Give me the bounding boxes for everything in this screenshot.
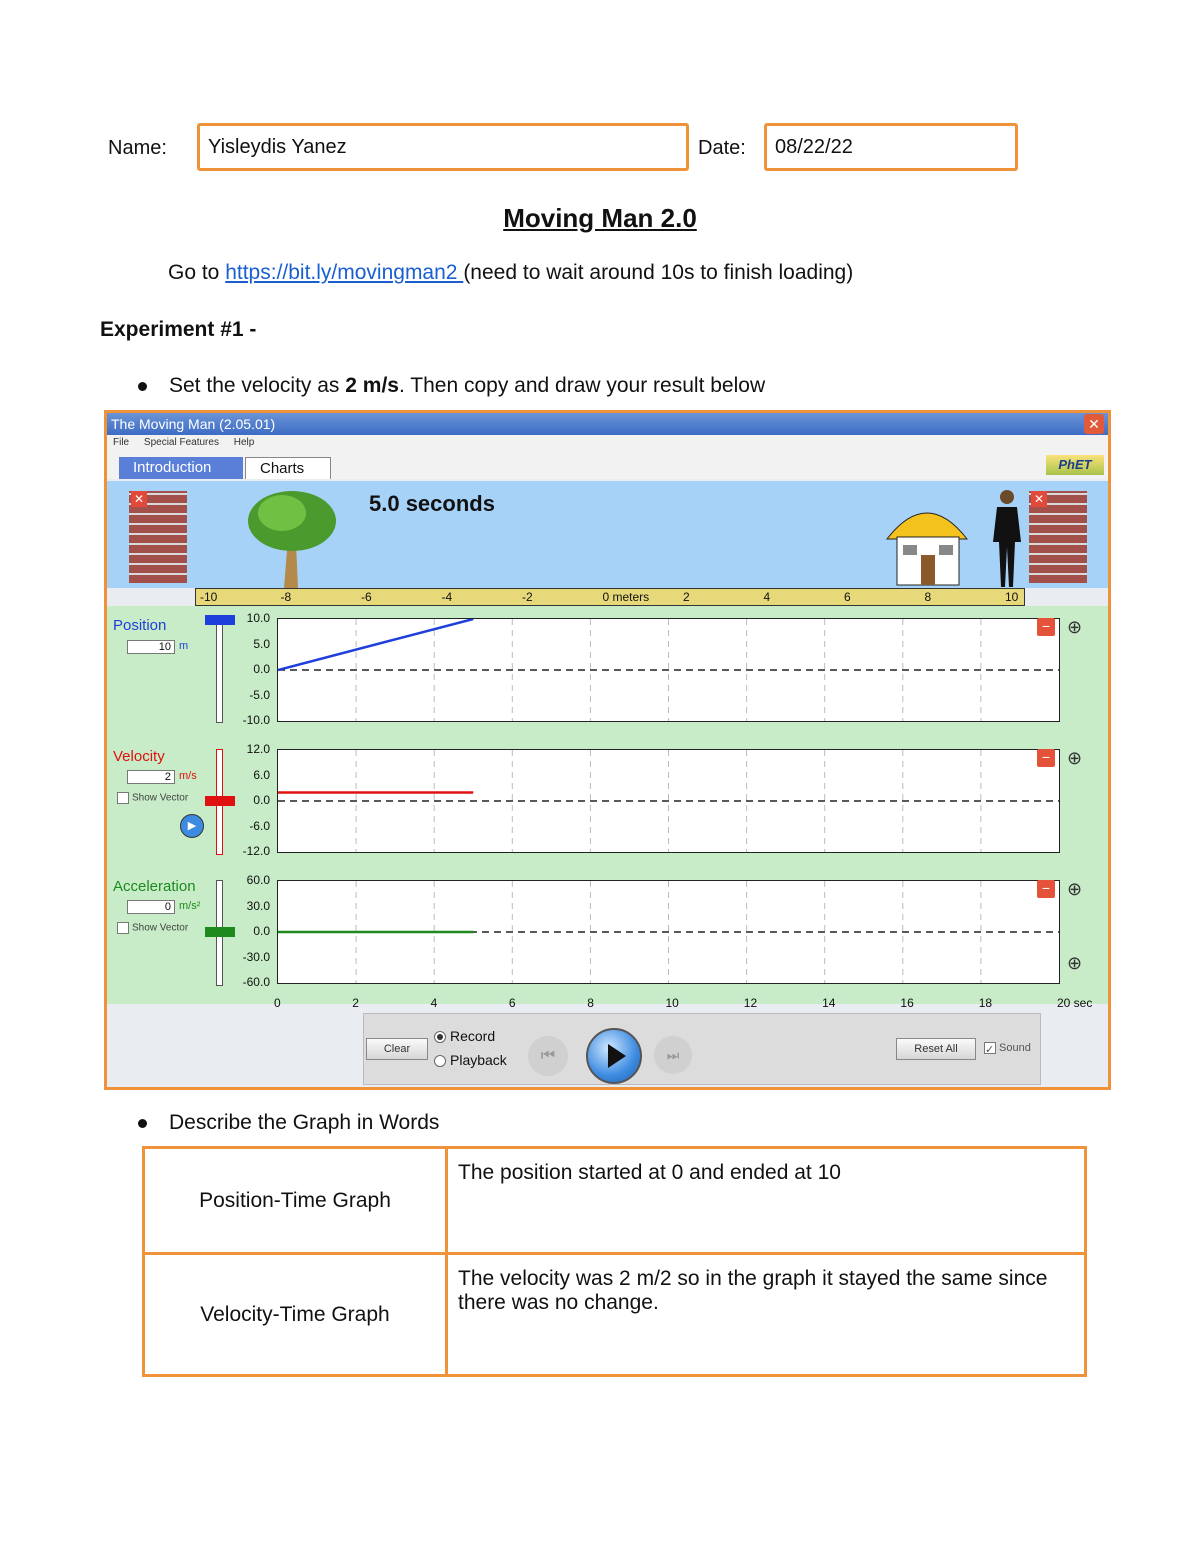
time-tick-label: 16 [900,996,914,1010]
position-y-tick-label: 0.0 [253,662,270,676]
position-label: Position [113,617,167,634]
acceleration-input[interactable]: 0 [127,900,175,914]
position-y-tick-label: -10.0 [242,713,270,727]
acceleration-show-vector-label: Show Vector [132,922,189,934]
position-zoom-in-icon[interactable]: ⊕ [1067,617,1083,637]
play-button[interactable] [586,1028,642,1084]
left-wall-close-icon[interactable]: ✕ [131,491,147,507]
ruler-label: 4 [763,590,771,604]
acceleration-y-tick-label: -30.0 [242,949,270,964]
ruler-label: -2 [522,590,533,604]
table-row [144,1254,1086,1376]
record-radio[interactable] [434,1028,495,1044]
table-cell-graph: Velocity-Time Graph [144,1254,447,1376]
time-tick-label: 2 [352,996,359,1010]
velocity-y-tick-label: -6.0 [249,818,270,833]
ruler-label: 0 meters [602,590,650,604]
acceleration-show-vector-checkbox[interactable] [117,922,129,934]
bullet-icon [138,1119,147,1128]
play-icon [588,1030,640,1082]
step-forward-icon[interactable]: ⏭ [654,1036,692,1074]
velocity-input[interactable]: 2 [127,770,175,784]
table-row [144,1148,1086,1254]
acceleration-y-tick-label: 30.0 [246,898,270,913]
velocity-plot-svg [278,750,1059,852]
velocity-y-tick-label: 12.0 [246,742,270,756]
playback-controls [363,1013,1041,1085]
acceleration-plot [277,880,1060,984]
acceleration-unit: m/s² [179,900,201,912]
goto-prefix: Go to [168,261,226,284]
date-label: Date: [698,137,746,159]
instruction-bold: 2 m/s [345,374,399,397]
position-unit: m [179,640,189,652]
velocity-minimize-icon[interactable]: − [1037,749,1055,767]
acceleration-minimize-icon[interactable]: − [1037,880,1055,898]
instruction-prefix: Set the velocity as [169,374,346,397]
close-icon[interactable]: ✕ [1084,414,1104,434]
time-tick-label: 18 [978,996,993,1010]
time-tick-label: 20 sec [1057,996,1093,1010]
position-y-tick-label: -5.0 [249,687,270,702]
tab-bar [107,451,1108,479]
playback-label: Playback [450,1052,507,1068]
ruler-label: -4 [441,590,453,604]
reset-all-button[interactable]: Reset All [896,1038,976,1060]
position-input[interactable]: 10 [127,640,175,654]
sound-checkbox[interactable]: ✓ [985,1044,995,1057]
time-tick-label: 4 [430,996,438,1010]
goto-suffix: (need to wait around 10s to finish loading) [463,261,854,284]
position-plot [277,618,1060,722]
sim-link[interactable]: https://bit.ly/movingman2 [225,261,464,284]
acceleration-plot-svg [278,881,1059,983]
acceleration-y-tick-label: -60.0 [242,975,270,989]
time-tick-label: 0 [274,996,281,1010]
instruction-suffix: . Then copy and draw your result below [398,374,766,397]
velocity-y-tick-label: -12.0 [242,844,270,858]
experiment-heading: Experiment #1 - [100,318,257,341]
bullet-icon [138,382,147,391]
tree-icon [242,483,342,588]
ruler-label: 10 [1005,590,1019,604]
menu-special-features[interactable]: Special Features [143,437,219,448]
table-cell-description[interactable]: The position started at 0 and ended at 10 [447,1148,1086,1254]
position-series-line [278,619,473,670]
time-tick-label: 12 [743,996,758,1010]
velocity-y-tick-label: 0.0 [253,793,270,807]
velocity-unit: m/s [179,770,197,782]
time-tick-label: 14 [822,996,836,1010]
ruler-label: 8 [924,590,932,604]
simulation-screenshot [104,410,1111,1090]
instruction-line [169,374,765,398]
page-title: Moving Man 2.0 [503,203,697,233]
menu-bar [107,435,1108,451]
time-zoom-in-icon[interactable]: ⊕ [1067,953,1083,973]
goto-line [168,261,853,285]
date-field[interactable]: 08/22/22 [764,123,1018,171]
position-minimize-icon[interactable]: − [1037,618,1055,636]
position-y-tick-label: 5.0 [253,636,270,651]
menu-help[interactable]: Help [233,437,255,448]
playback-radio-dot[interactable] [434,1055,446,1067]
table-cell-description[interactable]: The velocity was 2 m/2 so in the graph it stayed the same since there was no change. [447,1254,1086,1376]
record-radio-dot[interactable] [434,1031,446,1043]
time-tick-label: 8 [587,996,594,1010]
velocity-zoom-in-icon[interactable]: ⊕ [1067,748,1083,768]
ruler-label: 6 [844,590,851,604]
position-slider[interactable] [216,617,223,723]
acceleration-zoom-in-icon[interactable]: ⊕ [1067,879,1083,899]
ruler-label: -8 [280,590,292,604]
ruler-label: -10 [200,590,218,604]
record-label: Record [450,1028,496,1044]
playback-radio[interactable] [434,1052,507,1068]
name-label: Name: [108,137,167,159]
menu-file[interactable]: File [113,437,130,448]
velocity-show-vector-checkbox[interactable] [117,792,129,804]
right-wall-close-icon[interactable]: ✕ [1031,491,1047,507]
window-title: The Moving Man (2.05.01) [107,413,1108,435]
table-cell-graph: Position-Time Graph [144,1148,447,1254]
time-tick-label: 10 [665,996,679,1010]
tab-charts[interactable]: Charts [245,457,331,479]
house-icon [877,487,977,587]
ruler-label: 2 [683,590,690,604]
velocity-play-icon[interactable]: ▶ [180,814,204,838]
velocity-y-tick-label: 6.0 [253,767,270,782]
ruler-label: -6 [361,590,372,604]
position-plot-svg [278,619,1059,721]
time-readout: 5.0 seconds [369,491,495,516]
acceleration-y-tick-label: 0.0 [253,924,270,938]
moving-man-icon [987,487,1027,587]
velocity-show-vector-label: Show Vector [132,792,189,804]
position-y-tick-label: 10.0 [246,611,270,625]
velocity-label: Velocity [113,748,165,765]
acceleration-y-tick-label: 60.0 [246,873,270,887]
phet-logo: PhET [1046,455,1104,475]
velocity-plot [277,749,1060,853]
name-field[interactable]: Yisleydis Yanez [197,123,689,171]
velocity-show-vector[interactable] [117,792,188,804]
acceleration-label: Acceleration [113,878,196,895]
time-tick-label: 6 [508,996,516,1010]
tab-introduction[interactable]: Introduction [119,457,243,479]
describe-line: Describe the Graph in Words [169,1111,440,1134]
acceleration-show-vector[interactable] [117,922,188,934]
position-ruler [195,588,1025,606]
description-table [142,1146,1087,1377]
rewind-icon[interactable]: ⏮ [528,1036,568,1076]
sound-label: Sound [999,1042,1031,1054]
clear-button[interactable]: Clear [366,1038,428,1060]
sound-toggle[interactable] [984,1042,1031,1057]
